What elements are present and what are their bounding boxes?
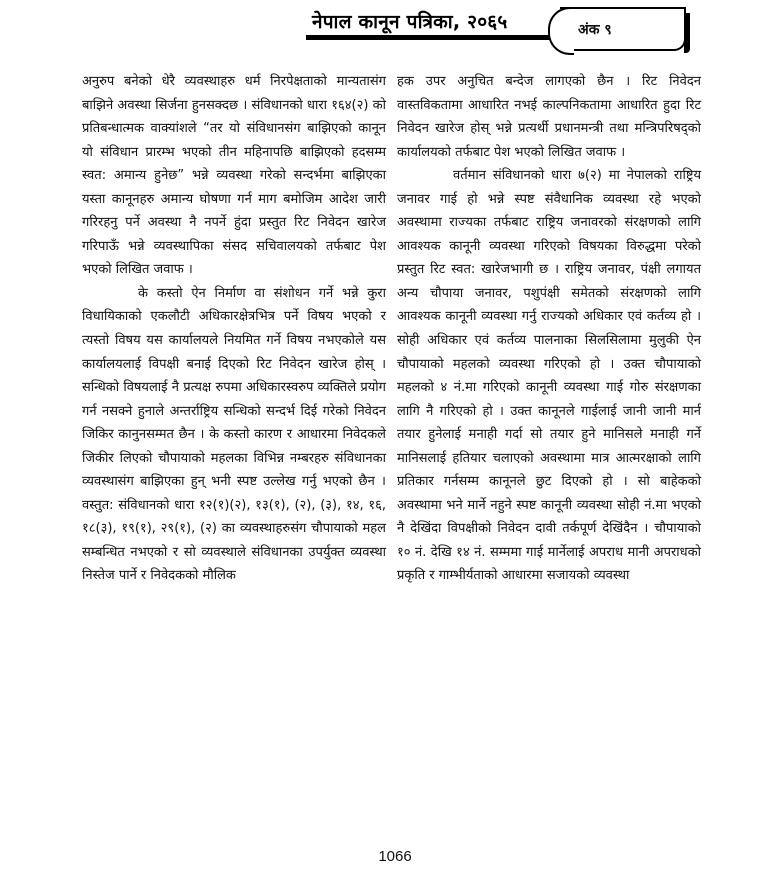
issue-tab [560, 7, 686, 51]
page-header [0, 0, 770, 60]
page-number: 1066 [378, 848, 412, 865]
right-column [397, 70, 701, 588]
left-paragraph-2: के कस्तो ऐन निर्माण वा संशोधन गर्ने भन्ने कुरा विधायिकाको एकलौटी अधिकारक्षेत्रभित्र पर्ने विषय भएको र त्यस्तो विषय यस कार्यालयले नियमित गर्ने विषय नभएकोले यस कार्यालयलाई विपक्षी बनाई दिएको रिट निवेदन खारेज होस् । सन्धिको विषयलाई नै प्रत्यक्ष रुपमा अधिकारस्वरुप व्यक्तिले प्रयोग गर्न नसक्ने हुनाले अन्तर्राष्ट्रिय सन्धिको सन्दर्भ दिई गरेको निवेदन जिकिर कानुनसम्मत छैन । के कस्तो कारण र आधारमा निवेदकले जिकीर लिएको चौपायाको महलका विभिन्न नम्बरहरु संविधानका व्यवस्थासंग बाझिएका हुन् भनी स्पष्ट उल्लेख गर्नु भएको छैन । वस्तुत: संविधानको धारा १२(१)(२), १३(१), (२), (३), १४, १६, १८(३), १९(१), २९(१), (२) का व्यवस्थाहरुसंग चौपायाको महल सम्बन्धित नभएको र सो व्यवस्थाले संविधानका उपर्युक्त व्यवस्था निस्तेज पार्ने र निवेदकको मौलिक [82, 285, 386, 584]
left-paragraph-1: अनुरुप बनेको धेरै व्यवस्थाहरु धर्म निरपेक्षताको मान्यतासंग बाझिने अवस्था सिर्जना हुनसक्दछ । संविधानको धारा १६४(२) को प्रतिबन्धात्मक वाक्यांशले “तर यो संविधानसंग बाझिएको कानून यो संविधान प्रारम्भ भएको तीन महिनापछि बाझिएको हदसम्म स्वत: अमान्य हुनेछ” भन्ने व्यवस्था गरेको सन्दर्भमा बाझिएका यस्ता कानूनहरु अमान्य घोषणा गर्न माग बमोजिम आदेश जारी गरिरहनु पर्ने अवस्था नै नपर्ने हुंदा प्रस्तुत रिट निवेदन खारेज गरिपाऊँ भन्ने व्यवस्थापिका संसद सचिवालयको तर्फबाट पेश भएको लिखित जवाफ । [82, 74, 386, 278]
journal-title: नेपाल कानून पत्रिका, २०६५ [312, 11, 508, 33]
issue-label: अंक ९ [578, 22, 612, 38]
right-paragraph-1: हक उपर अनुचित बन्देज लागएको छैन । रिट निवेदन वास्तविकतामा आधारित नभई काल्पनिकतामा आधारित हुदा रिट निवेदन खारेज होस् भन्ने प्रत्यर्थी प्रधानमन्त्री तथा मन्त्रिपरिषद्को कार्यालयको तर्फबाट पेश भएको लिखित जवाफ । [397, 74, 701, 160]
header-rule [306, 35, 568, 40]
right-paragraph-2: वर्तमान संविधानको धारा ७(२) मा नेपालको राष्ट्रिय जनावर गाई हो भन्ने स्पष्ट संवैधानिक व्यवस्था रहे भएको अवस्थामा राज्यका तर्फबाट राष्ट्रिय जनावरको संरक्षणको लागि आवश्यक कानूनी व्यवस्था गरिएको विषयका विरुद्धमा परेको प्रस्तुत रिट स्वत: खारेजभागी छ । राष्ट्रिय जनावर, पंक्षी लगायत अन्य चौपाया जनावर, पशुपंक्षी समेतको संरक्षणको लागि आवश्यक कानूनी व्यवस्था गर्नु राज्यको अधिकार एवं कर्तव्य हो । सोही अधिकार एवं कर्तव्य पालनाका सिलसिलामा मुलुकी ऐन चौपायाको महलको व्यवस्था गरिएको हो । उक्त चौपायाको महलको ४ नं.मा गरिएको कानूनी व्यवस्था गाई गोरु संरक्षणका लागि नै गरिएको हो । उक्त कानूनले गाईलाई जानी जानी मार्न तयार हुनेलाई मनाही गर्दा सो तयार हुने मानिसले मनाही गर्ने मानिसलाई हतियार चलाएको अवस्थामा मात्र आत्मरक्षाको लागि प्रतिकार गर्नसम्म कानूनले छुट दिएको हो । सो बाहेकको अवस्थामा भने मार्ने नहुने स्पष्ट कानूनी व्यवस्था सोही नं.मा भएको नै देखिंदा विपक्षीको निवेदन दावी तर्कपूर्ण देखिंदैन । चौपायाको १० नं. देखि १४ नं. सम्ममा गाई मार्नेलाई अपराध मानी अपराधको प्रकृति र गाम्भीर्यताको आधारमा सजायको व्यवस्था [397, 168, 701, 584]
left-column [82, 70, 386, 588]
